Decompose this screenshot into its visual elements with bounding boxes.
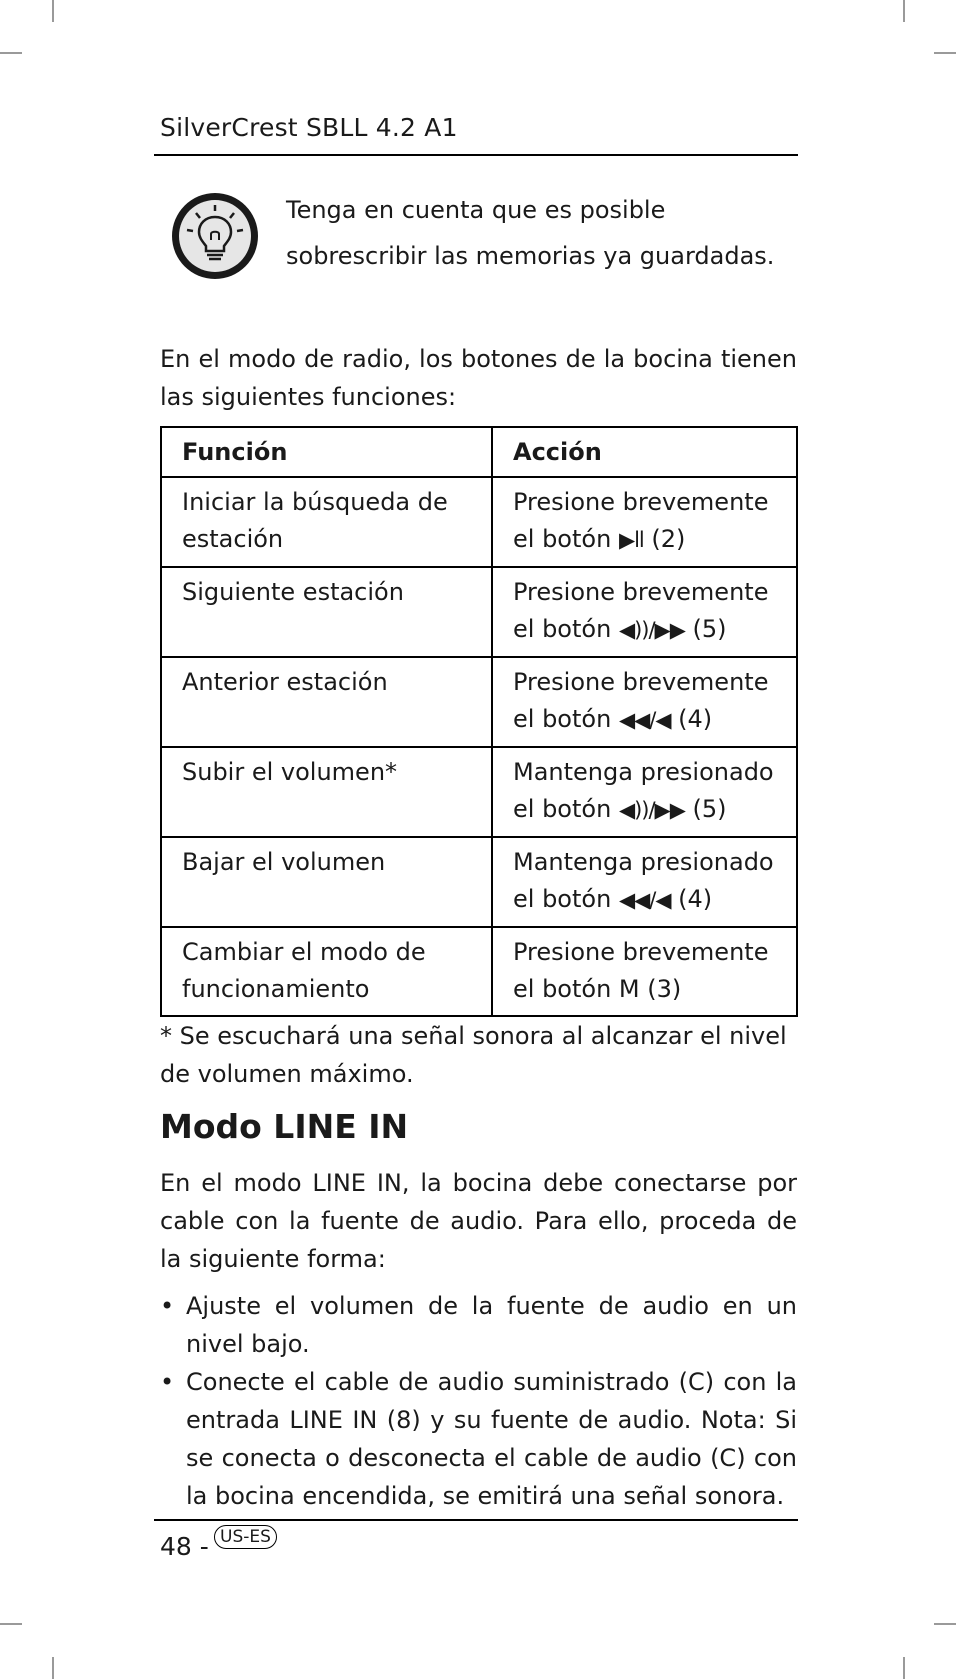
column-header-action: Acción [492,427,797,477]
action-text: Presione brevemente el botón [513,668,769,733]
button-ref: (4) [678,885,713,913]
tip-text: Tenga en cuenta que es posible sobrescribir las memorias ya guardadas. [286,196,775,270]
crop-mark [934,1623,956,1625]
lightbulb-icon [170,191,260,281]
function-cell: Iniciar la búsqueda de estación [161,477,492,567]
volume-up-next-icon: ◀))/▶▶ [618,798,685,822]
column-header-function: Función [161,427,492,477]
table-row [161,657,797,747]
crop-mark [934,52,956,54]
language-badge: US-ES [214,1525,277,1549]
section-title: Modo LINE IN [160,1107,409,1146]
action-text: Mantenga presionado el botón [513,848,774,913]
table-row [161,567,797,657]
table-row [161,837,797,927]
button-ref: (5) [692,615,727,643]
list-item-text: Conecte el cable de audio suministrado (C) con la entrada LINE IN (8) y su fuente de audio. Nota: Si se conecta o desconecta el cable de audio (C) con la bocina encendida, se emitirá una señal sonora. [186,1368,797,1510]
button-ref: (4) [678,705,713,733]
crop-mark [52,0,54,22]
page-header-title: SilverCrest SBLL 4.2 A1 [160,113,458,142]
action-cell [492,657,797,747]
table-footnote: * Se escuchará una señal sonora al alcanzar el nivel de volumen máximo. [160,1022,787,1088]
bullet-icon: • [160,1368,175,1396]
volume-up-next-icon: ◀))/▶▶ [618,618,685,642]
crop-mark [52,1657,54,1679]
intro-paragraph: En el modo de radio, los botones de la bocina tienen las siguientes funciones: [160,345,797,411]
function-cell: Anterior estación [161,657,492,747]
table-row [161,927,797,1016]
bullet-icon: • [160,1292,175,1320]
table-row [161,747,797,837]
section-paragraph: En el modo LINE IN, la bocina debe conectarse por cable con la fuente de audio. Para ello, proceda de la siguiente forma: [160,1169,797,1273]
crop-mark [0,52,22,54]
button-ref: (2) [651,525,686,553]
action-cell [492,747,797,837]
step-list [160,1287,797,1515]
previous-volume-down-icon: ◀◀/◀ [618,708,671,732]
function-cell: Siguiente estación [161,567,492,657]
function-cell: Subir el volumen* [161,747,492,837]
action-text: Presione brevemente el botón [513,488,769,553]
play-pause-icon: ▶ll [618,528,644,552]
list-item [160,1363,797,1515]
footer-rule [154,1519,798,1521]
header-rule [154,154,798,156]
previous-volume-down-icon: ◀◀/◀ [618,888,671,912]
list-item [160,1287,797,1363]
action-text: Presione brevemente el botón M [513,938,769,1003]
button-ref: (3) [647,975,682,1003]
action-cell [492,837,797,927]
crop-mark [903,1657,905,1679]
table-header-row [161,427,797,477]
action-text: Mantenga presionado el botón [513,758,774,823]
crop-mark [903,0,905,22]
action-cell [492,567,797,657]
function-cell: Bajar el volumen [161,837,492,927]
function-table [160,426,798,1017]
action-text: Presione brevemente el botón [513,578,769,643]
action-cell [492,927,797,1016]
button-ref: (5) [692,795,727,823]
list-item-text: Ajuste el volumen de la fuente de audio en un nivel bajo. [186,1292,797,1358]
table-row [161,477,797,567]
page-number: 48 - [160,1532,209,1561]
crop-mark [0,1623,22,1625]
function-cell: Cambiar el modo de funcionamiento [161,927,492,1016]
action-cell [492,477,797,567]
